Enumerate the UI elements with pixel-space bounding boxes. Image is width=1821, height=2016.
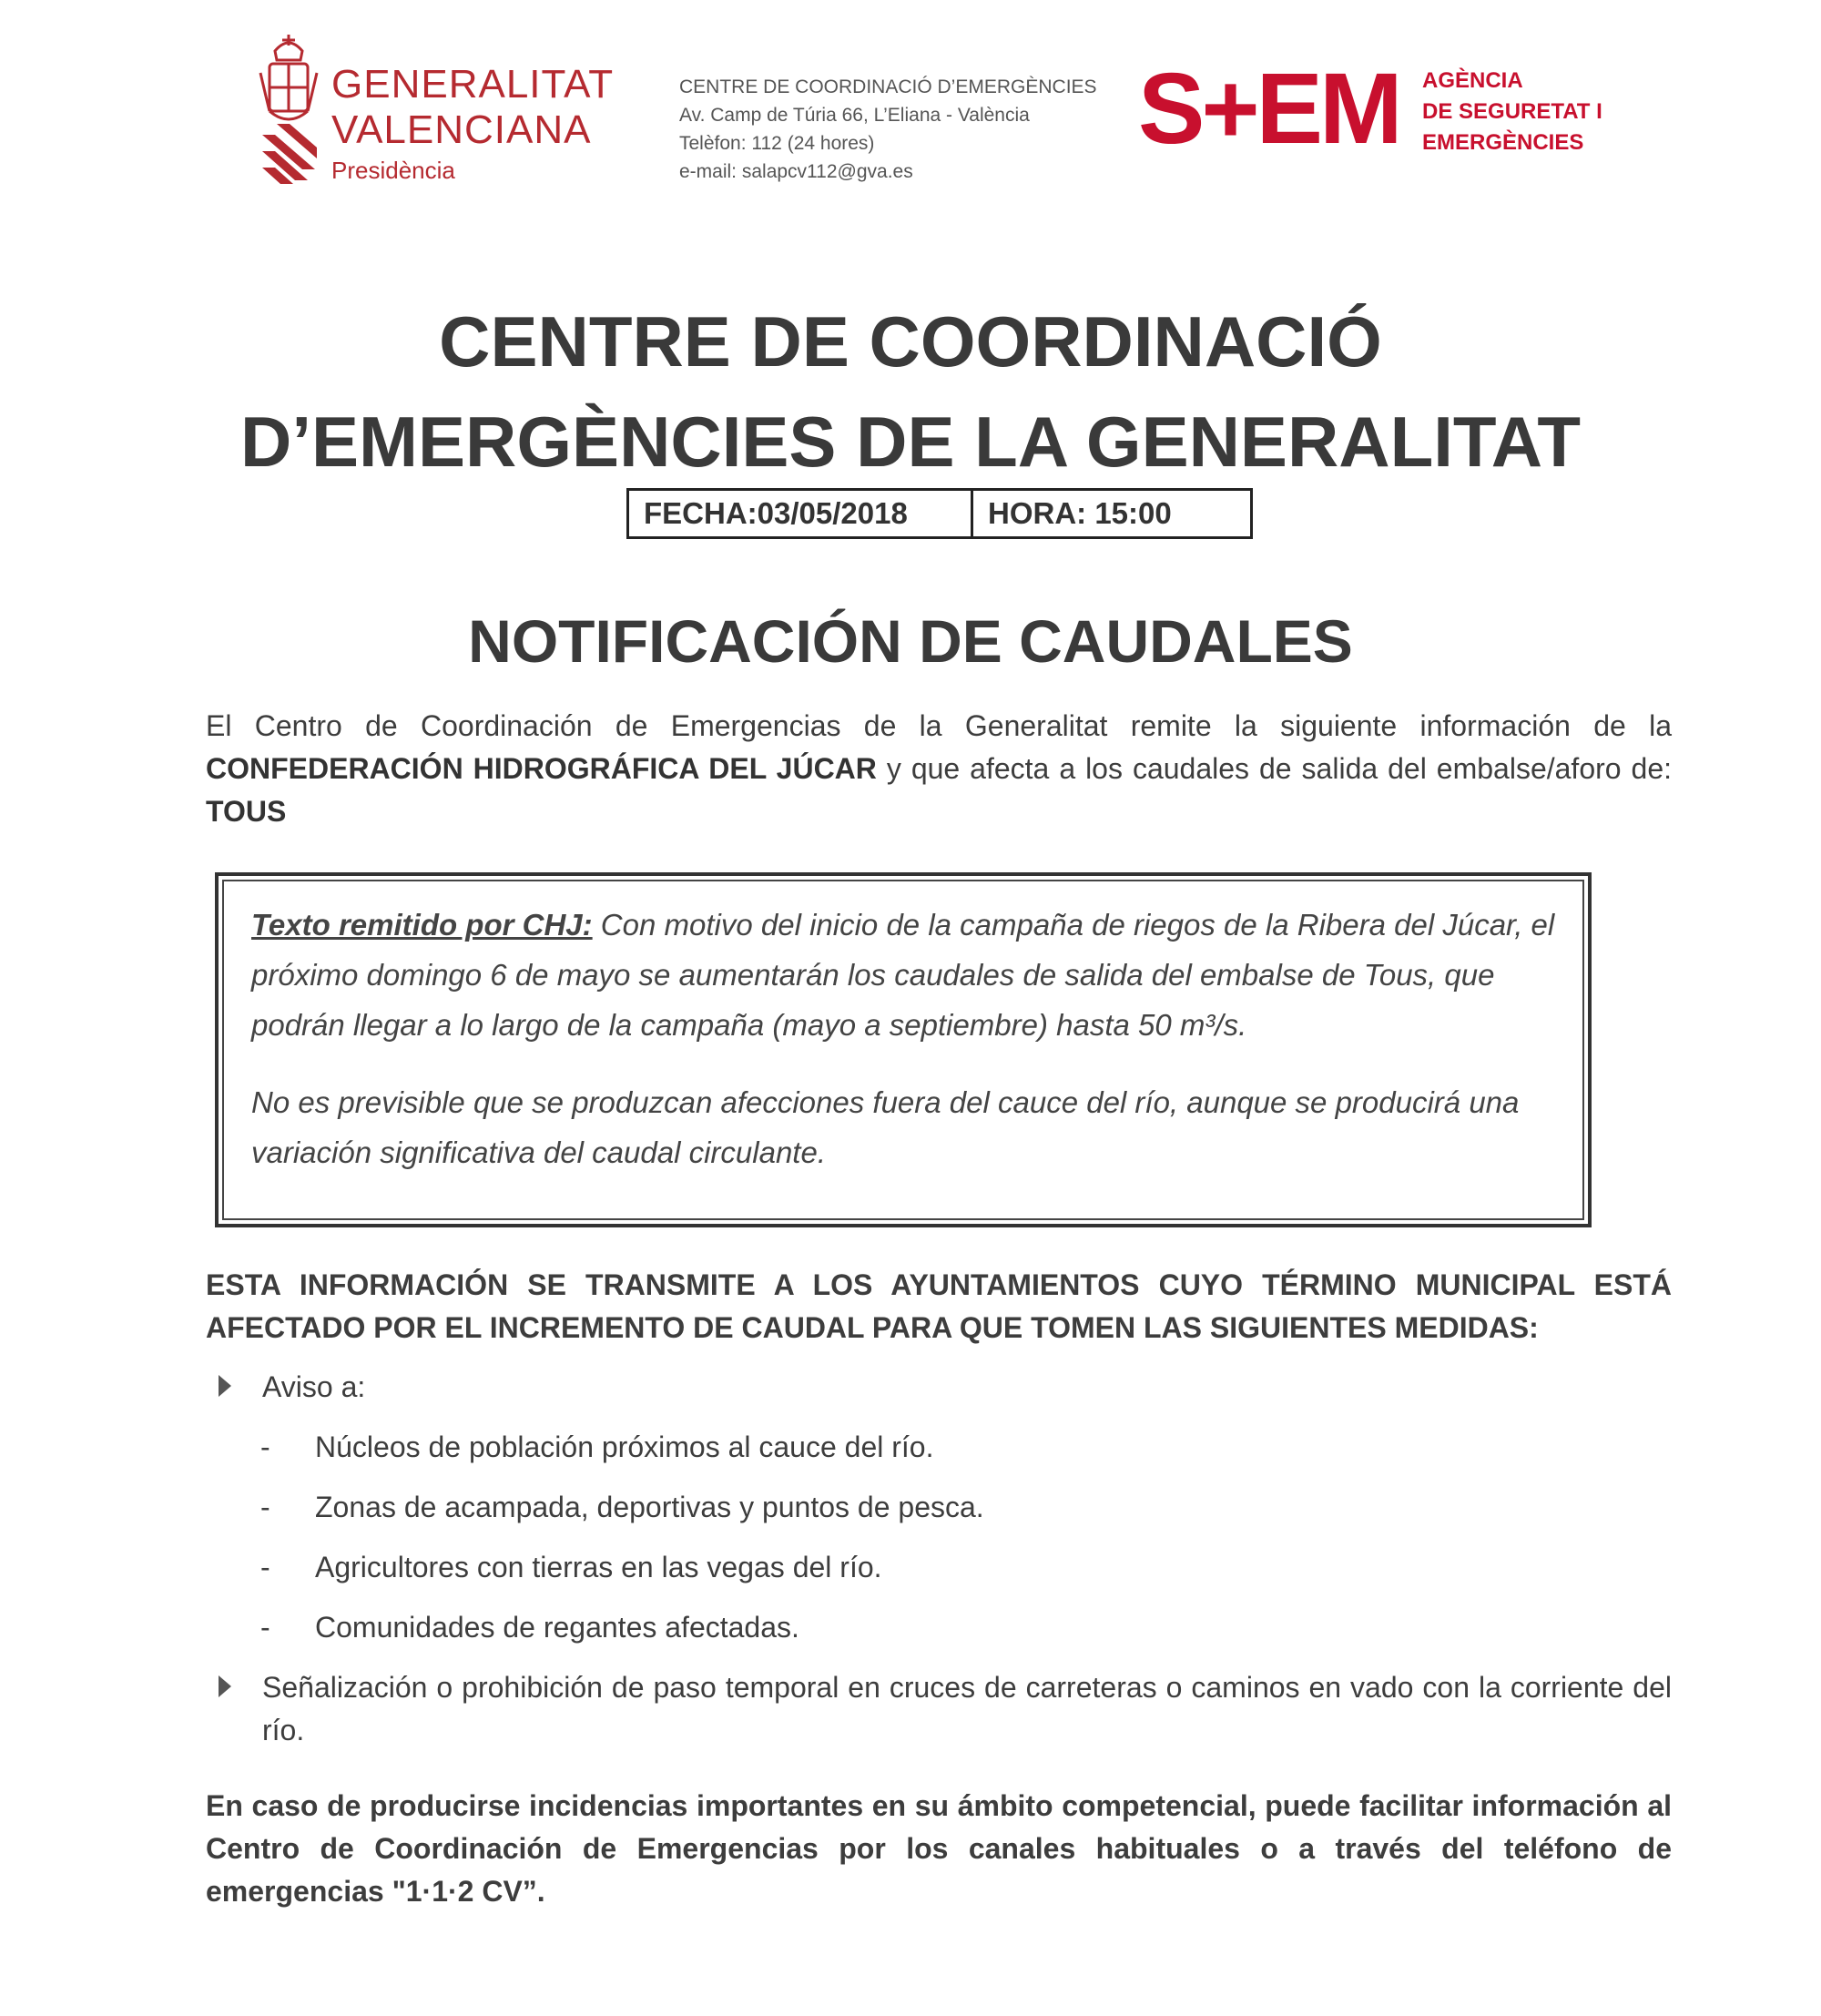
intro-place: TOUS	[206, 795, 287, 828]
sub-item-4: Comunidades de regantes afectadas.	[315, 1611, 799, 1644]
notice-text-1: Con motivo del inicio de la campaña de riegos de la Ribera del Júcar, el próximo domingo 6 de mayo se aumentarán los caudales de salida del embalse de Tous, que podrán llegar a lo largo de la campaña (mayo a septiembre) hasta 50 m³/s.	[251, 908, 1555, 1042]
sem-text-line3: EMERGÈNCIES	[1422, 130, 1584, 155]
chj-notice-inner	[222, 880, 1584, 1220]
document-title-line2: D’EMERGÈNCIES DE LA GENERALITAT	[240, 402, 1581, 482]
notification-title: NOTIFICACIÓN DE CAUDALES	[468, 607, 1353, 675]
notice-paragraph-1	[251, 900, 1557, 1050]
dash-bullet: -	[260, 1611, 270, 1644]
center-phone: Telèfon: 112 (24 hores)	[679, 133, 875, 154]
gv-name-line1: GENERALITAT	[331, 62, 615, 107]
gv-crest-icon	[257, 33, 320, 188]
sub-item-3: Agricultores con tierras en las vegas del río.	[315, 1551, 882, 1583]
date-cell: FECHA:03/05/2018	[629, 491, 973, 536]
notice-lead: Texto remitido por CHJ:	[251, 908, 593, 942]
notice-paragraph-2: No es previsible que se produzcan afecciones fuera del cauce del río, aunque se producirá una variación significativa del caudal circulante.	[251, 1085, 1520, 1169]
sub-item-1: Núcleos de población próximos al cauce del río.	[315, 1431, 934, 1463]
closing-paragraph: En caso de producirse incidencias importantes en su ámbito competencial, puede facilitar información al Centro de Coordinación de Emergencias por los canales habituales o a través del teléfono de emergencias "1·1·2 CV”.	[206, 1789, 1672, 1908]
center-name: CENTRE DE COORDINACIÓ D’EMERGÈNCIES	[679, 76, 1097, 97]
document-title-line1: CENTRE DE COORDINACIÓ	[439, 301, 1382, 382]
intro-organization: CONFEDERACIÓN HIDROGRÁFICA DEL JÚCAR	[206, 752, 877, 785]
center-address: Av. Camp de Túria 66, L’Eliana - València	[679, 105, 1030, 126]
sub-item-2: Zonas de acampada, deportivas y puntos de pesca.	[315, 1491, 984, 1523]
measures-heading: ESTA INFORMACIÓN SE TRANSMITE A LOS AYUNTAMIENTOS CUYO TÉRMINO MUNICIPAL ESTÁ AFECTADO POR EL INCREMENTO DE CAUDAL PARA QUE TOMEN LAS SIGUIENTES MEDIDAS:	[206, 1268, 1672, 1344]
sem-agency-logo	[1138, 53, 1612, 165]
time-cell: HORA: 15:00	[988, 496, 1172, 530]
chj-notice-box	[215, 872, 1592, 1227]
generalitat-valenciana-logo	[257, 33, 615, 188]
dash-bullet: -	[260, 1491, 270, 1523]
sem-logo-text	[1422, 66, 1602, 158]
intro-text-2: y que afecta a los caudales de salida del embalse/aforo de:	[876, 752, 1673, 785]
dash-bullet: -	[260, 1551, 270, 1583]
intro-paragraph	[206, 705, 1672, 833]
gv-name-line2: VALENCIANA	[331, 107, 592, 152]
triangle-bullet-icon	[219, 1375, 231, 1397]
intro-text-1: El Centro de Coordinación de Emergencias de la Generalitat remite la siguiente información de la	[206, 709, 1672, 742]
measure-item-1: Aviso a:	[262, 1370, 366, 1403]
sem-logo-mark: S+EM	[1138, 53, 1399, 165]
gv-department: Presidència	[331, 157, 455, 184]
measures-list	[219, 1366, 1672, 1767]
triangle-bullet-icon	[219, 1675, 231, 1697]
dash-bullet: -	[260, 1431, 270, 1463]
sem-text-line1: AGÈNCIA	[1422, 68, 1523, 93]
center-contact-info	[679, 73, 1098, 186]
measure-item-2: Señalización o prohibición de paso temporal en cruces de carreteras o caminos en vado con la corriente del río.	[262, 1671, 1672, 1746]
date-time-box	[626, 488, 1253, 539]
sem-text-line2: DE SEGURETAT I	[1422, 99, 1602, 124]
center-email: e-mail: salapcv112@gva.es	[679, 161, 913, 182]
